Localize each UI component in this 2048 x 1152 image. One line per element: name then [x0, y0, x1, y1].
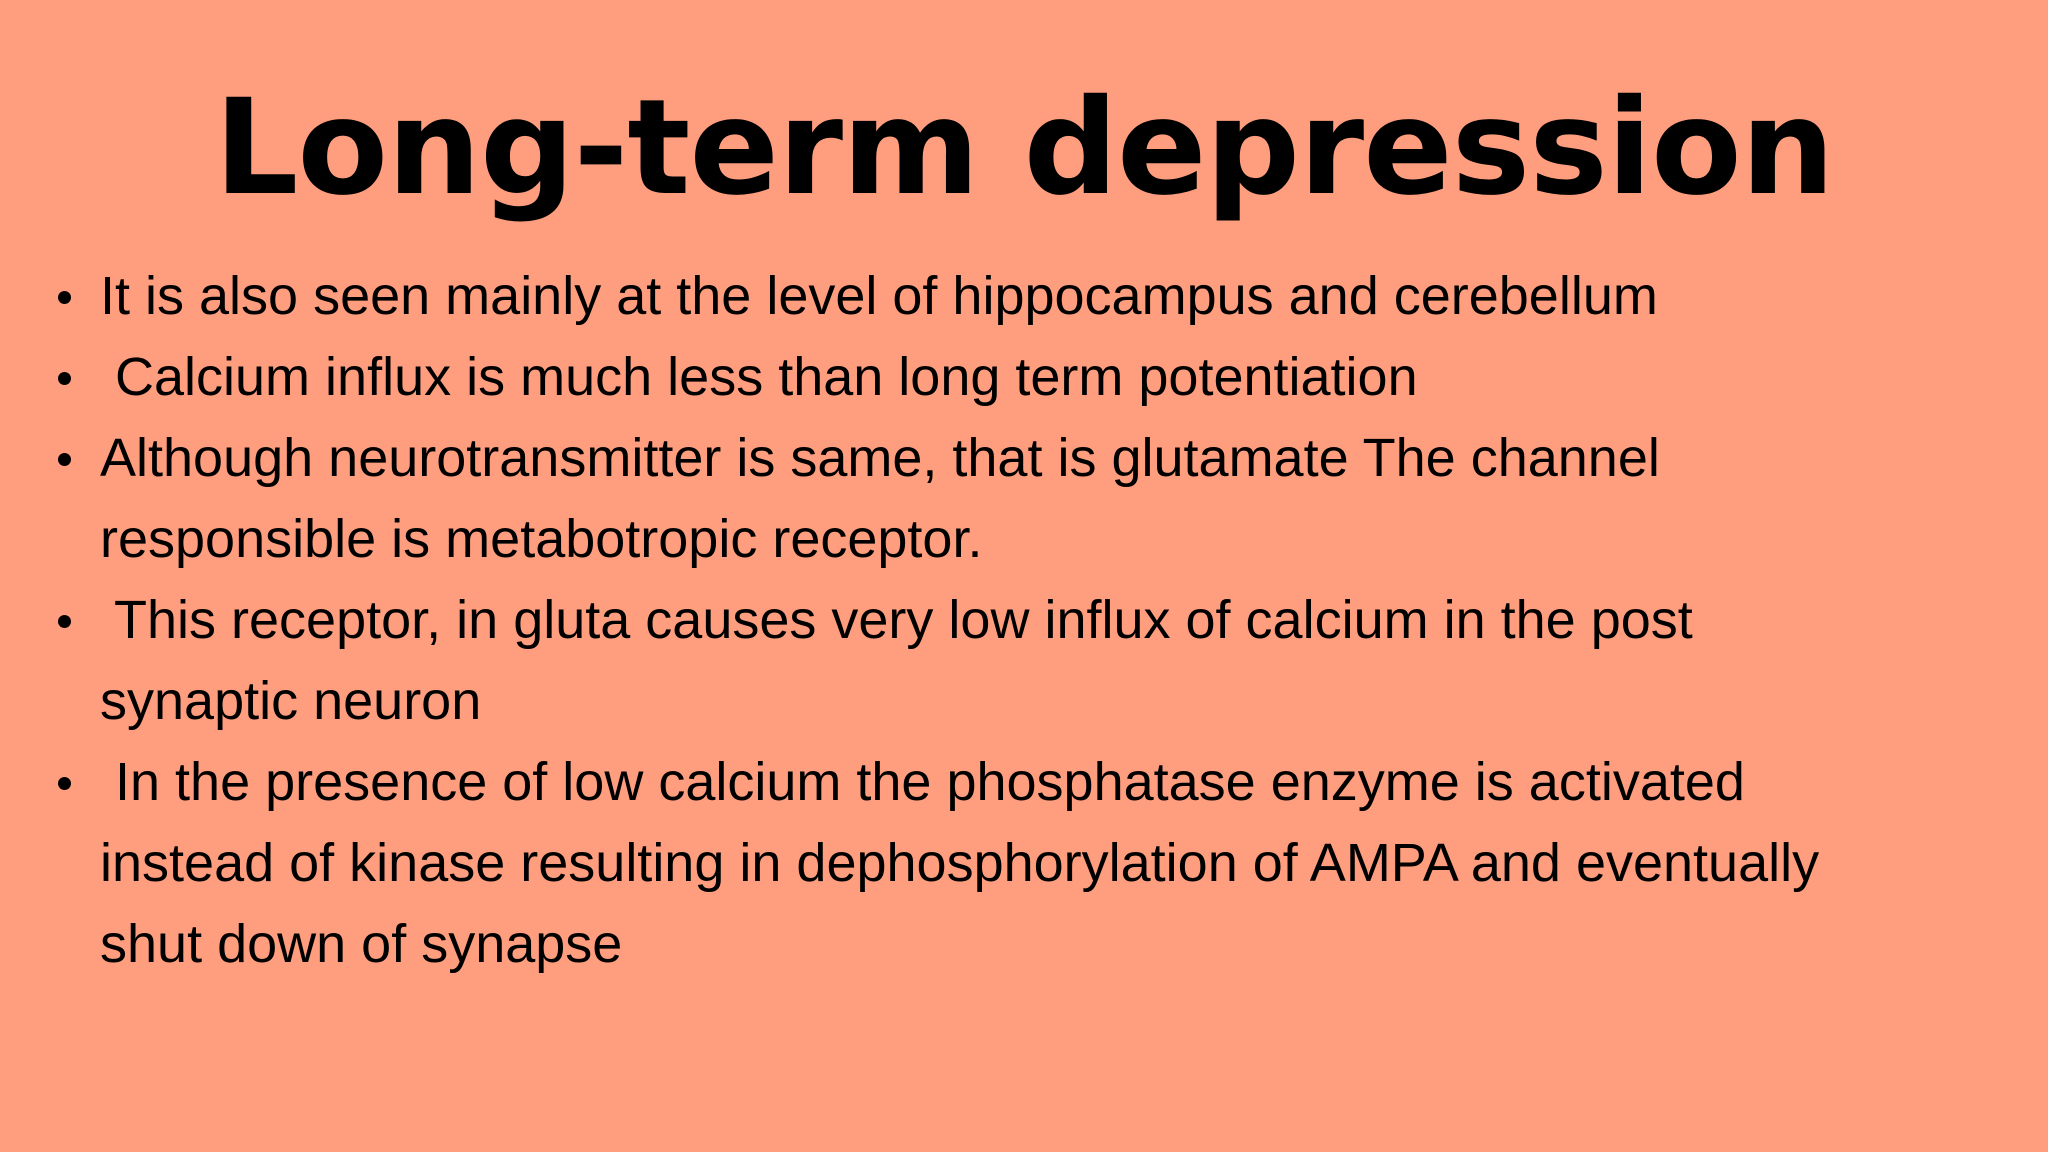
- bullet-item: [54, 418, 1984, 580]
- bullet-text-line: synaptic neuron: [100, 671, 482, 731]
- bullet-text-line: responsible is metabotropic receptor.: [100, 509, 983, 569]
- bullet-list: [54, 256, 1984, 985]
- bullet-dot-icon: [58, 777, 71, 790]
- bullet-dot-icon: [58, 453, 71, 466]
- bullet-item: [54, 256, 1984, 337]
- bullet-item: [54, 742, 1984, 985]
- bullet-dot-icon: [58, 615, 71, 628]
- bullet-item: [54, 580, 1984, 742]
- bullet-text-line: It is also seen mainly at the level of hippocampus and cerebellum: [100, 266, 1658, 326]
- bullet-text-line: Calcium influx is much less than long term potentiation: [100, 347, 1418, 407]
- bullet-text-line: shut down of synapse: [100, 914, 623, 974]
- slide-title: Long-term depression: [214, 71, 1834, 225]
- bullet-item: [54, 337, 1984, 418]
- bullet-dot-icon: [58, 291, 71, 304]
- bullet-text-line: In the presence of low calcium the phosphatase enzyme is activated: [100, 752, 1745, 812]
- bullet-dot-icon: [58, 372, 71, 385]
- bullet-text-line: This receptor, in gluta causes very low influx of calcium in the post: [100, 590, 1693, 650]
- bullet-text-line: instead of kinase resulting in dephosphorylation of AMPA and eventually: [100, 833, 1820, 893]
- bullet-text-line: Although neurotransmitter is same, that is glutamate The channel: [100, 428, 1660, 488]
